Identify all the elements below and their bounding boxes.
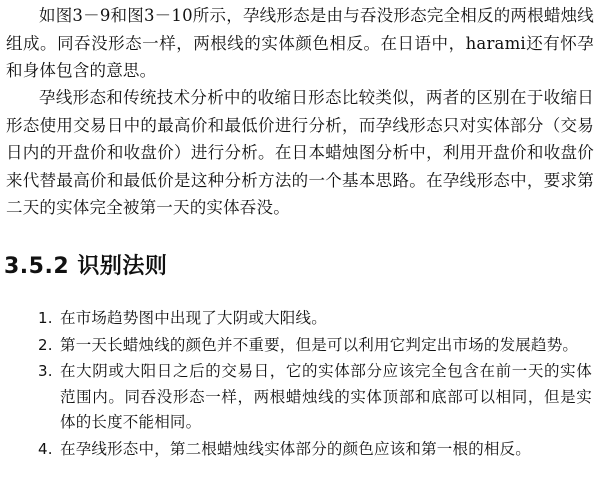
list-item-text: 在市场趋势图中出现了大阴或大阳线。 <box>60 309 327 327</box>
rules-list <box>38 306 592 464</box>
list-item-number: 4. <box>38 439 53 458</box>
list-item-number: 3. <box>38 362 53 381</box>
list-item <box>38 359 592 436</box>
list-item-text: 第一天长蜡烛线的颜色并不重要，但是可以利用它判定出市场的发展趋势。 <box>60 335 579 354</box>
list-item <box>38 437 592 463</box>
list-item-number: 1. <box>38 309 53 327</box>
list-item-number: 2. <box>38 335 53 354</box>
section-number: 3.5.2 <box>4 254 70 279</box>
body-paragraph-2: 孕线形态和传统技术分析中的收缩日形态比较类似，两者的区别在于收缩日形态使用交易日中的最高价和最低价进行分析，而孕线形态只对实体部分（交易日内的开盘价和收盘价）进行分析。在日本蜡烛图分析中，利用开盘价和收盘价来代替最高价和最低价是这种分析方法的一个基本思路。在孕线形态中，要求第二天的实体完全被第一天的实体吞没。 <box>6 88 594 217</box>
body-paragraph-1: 如图3－9和图3－10所示，孕线形态是由与吞没形态完全相反的两根蜡烛线组成。同吞没形态一样，两根线的实体颜色相反。在日语中，harami还有怀孕和身体包含的意思。 <box>6 6 594 80</box>
section-title: 识别法则 <box>77 254 168 279</box>
list-item <box>38 333 592 359</box>
list-item-text: 在孕线形态中，第二根蜡烛线实体部分的颜色应该和第一根的相反。 <box>60 439 532 458</box>
section-heading <box>4 249 167 280</box>
list-item-text: 在大阴或大阳日之后的交易日，它的实体部分应该完全包含在前一天的实体范围内。同吞没形态一样，两根蜡烛线的实体顶部和底部可以相同，但是实体的长度不能相同。 <box>60 362 592 432</box>
list-item <box>38 306 592 332</box>
